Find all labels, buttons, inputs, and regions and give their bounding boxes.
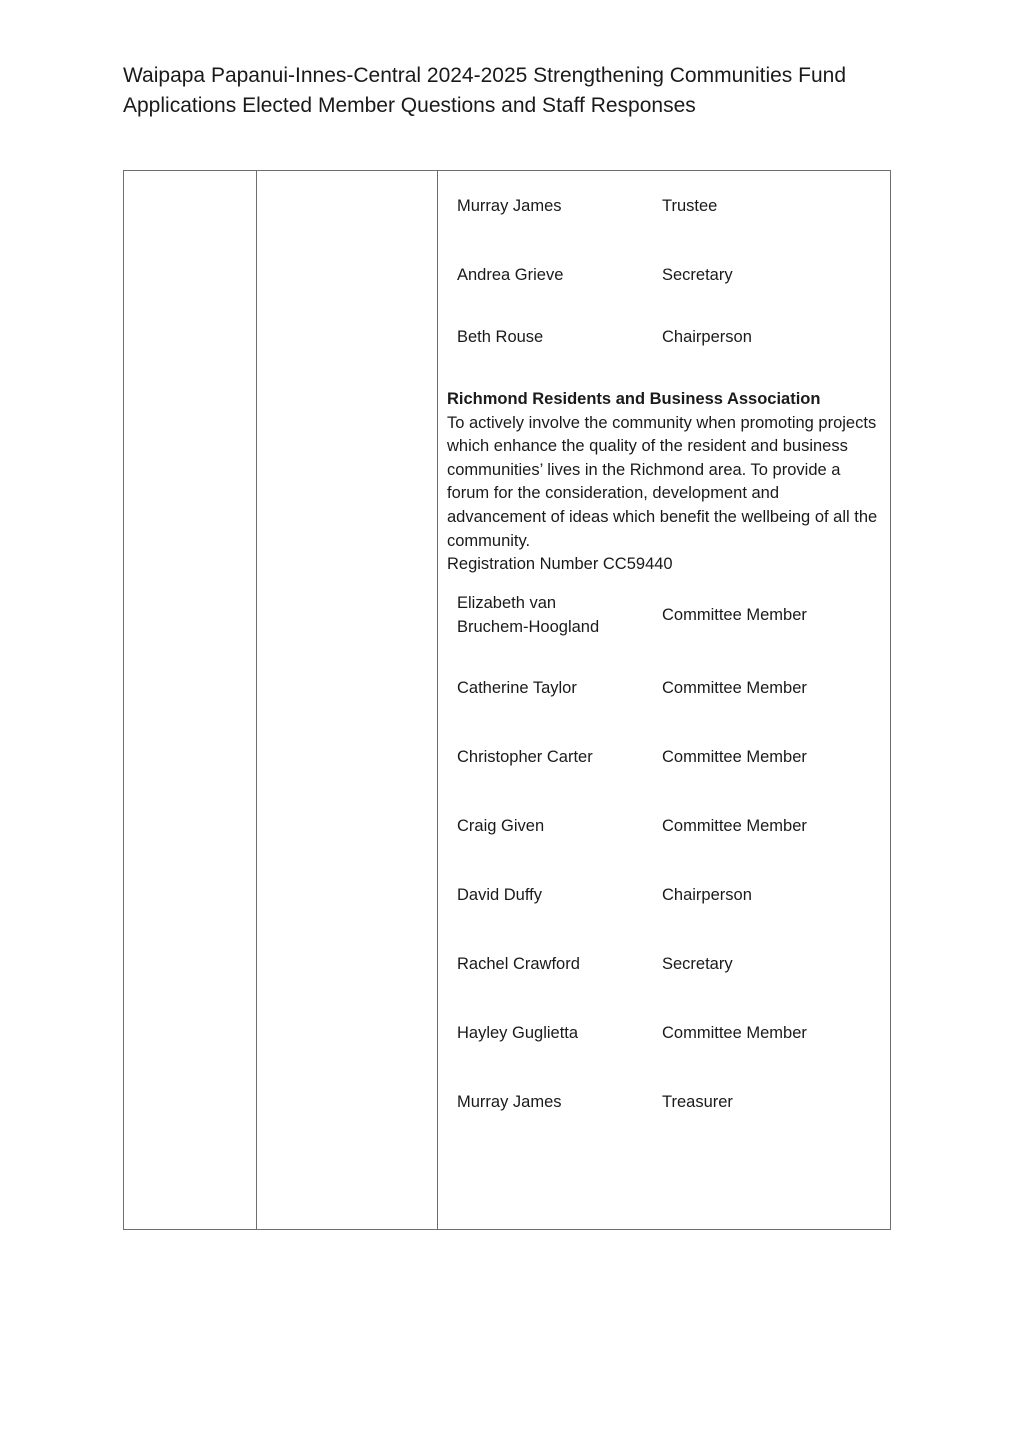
member-role: Chairperson (662, 328, 752, 346)
member-name: Elizabeth van Bruchem-Hoogland (457, 594, 600, 636)
organisation-block (447, 388, 882, 577)
member-role: Committee Member (662, 817, 807, 835)
member-role: Secretary (662, 955, 733, 973)
member-role: Treasurer (662, 1093, 733, 1111)
organisation-name: Richmond Residents and Business Association (447, 390, 821, 408)
member-role: Committee Member (662, 748, 807, 766)
member-role: Committee Member (662, 1024, 807, 1042)
member-name: Christopher Carter (457, 748, 593, 766)
document-title: Waipapa Papanui-Innes-Central 2024-2025 Strengthening Communities Fund Applications Elected Member Questions and Staff Responses (123, 64, 846, 117)
member-name: Andrea Grieve (457, 266, 564, 284)
member-role: Committee Member (662, 606, 807, 624)
member-role: Committee Member (662, 679, 807, 697)
member-role: Trustee (662, 197, 718, 215)
column-divider (256, 171, 257, 1229)
member-name: Rachel Crawford (457, 955, 580, 973)
member-name: Murray James (457, 197, 562, 215)
member-name: David Duffy (457, 886, 542, 904)
applications-table (123, 170, 891, 1230)
member-name: Murray James (457, 1093, 562, 1111)
member-name: Hayley Guglietta (457, 1024, 579, 1042)
organisation-description: To actively involve the community when promoting projects which enhance the quality of the resident and business communities’ lives in the Richmond area. To provide a forum for the consideration, development and advancement of ideas which benefit the wellbeing of all the community. (447, 413, 878, 550)
member-role: Secretary (662, 266, 733, 284)
member-name: Catherine Taylor (457, 679, 577, 697)
details-cell (438, 171, 890, 1229)
registration-number: Registration Number CC59440 (447, 555, 673, 574)
member-name: Beth Rouse (457, 328, 544, 346)
member-name: Craig Given (457, 817, 545, 835)
member-role: Chairperson (662, 886, 752, 904)
